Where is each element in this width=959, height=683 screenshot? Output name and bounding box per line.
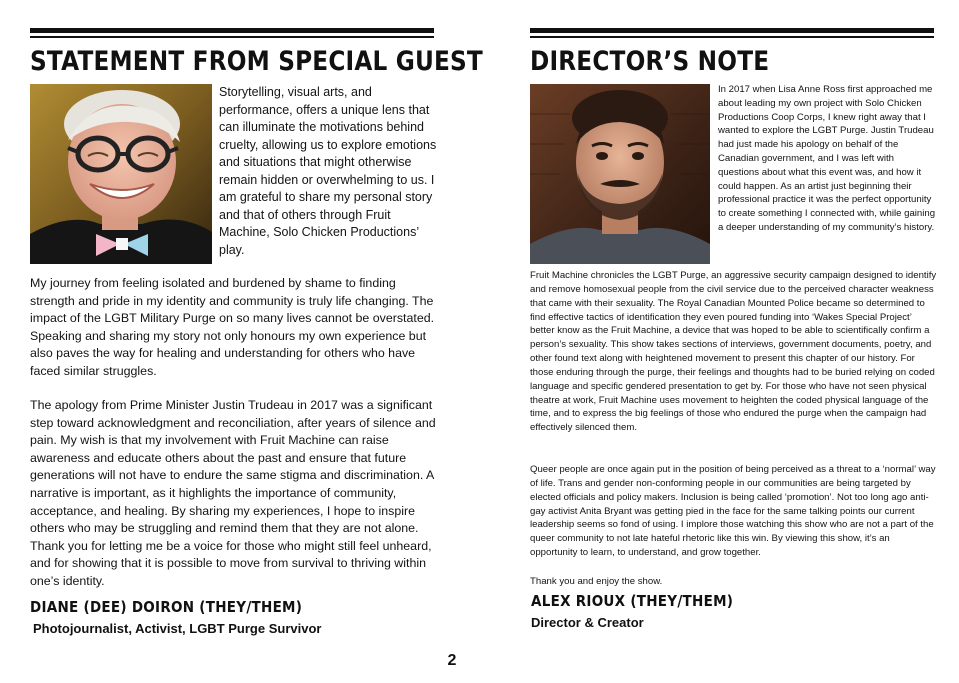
director-paragraph-3: Thank you and enjoy the show. (530, 576, 663, 587)
director-paragraph-1: Fruit Machine chronicles the LGBT Purge, an aggressive security campaign designed to identify and remove homosexual people from the civil service due to the perceived character weakness that came with their sexuality. The Royal Canadian Mounted Police became so determined to find effective tactics of identification they even poured funding into ‘Wakes Special Project’ better know as the Fruit Machine, a device that was hoped to be able to scientifically confirm a person’s sexuality. This show takes sections of interviews, government documents, poetry, and other found text along with heightened movement to present this chapter of our history. For those enduring through the purge, their feelings and thoughts had to be buried relying on coded language and specific gendered presentation to get by. For those who have not seen physical theatre at work, Fruit Machine uses movement to heighten the coded physical language of the time, and to express the big feelings of those who endured the purge when the campaign had effectively silenced them. (530, 270, 937, 434)
director-signature-role: Director & Creator (531, 615, 644, 630)
section-title-director: DIRECTOR’S NOTE (530, 46, 770, 77)
guest-paragraph-1: My journey from feeling isolated and burdened by shame to finding strength and pride in my identity and community is truly life changing. The impact of the LGBT Military Purge on so many lives cannot be overstated. Speaking and sharing my story not only honours my own experience but also paves the way for healing and understanding for others who have faced similar struggles. (30, 276, 435, 378)
top-rule-thick (530, 28, 934, 33)
page-number: 2 (447, 652, 457, 669)
guest-paragraph-2: The apology from Prime Minister Justin Trudeau in 2017 was a significant step toward acknowledgment and reconciliation, after years of silence and pain. My wish is that my involvement with Fruit Machine can raise awareness and educate others about the past and ensure that future generations will not have to endure the same stigma and discrimination. A narrative is important, as it highlights the importance of community, acceptance, and healing. By sharing my experiences, I hope to inspire others who may be struggling and remind them that they are not alone. Thank you for letting me be a voice for those who might still feel unheard, and for showing that it is possible to move from survival to thriving within one’s identity. (30, 398, 436, 588)
top-rule-thin (30, 36, 434, 38)
director-intro-text: In 2017 when Lisa Anne Ross first approached me about leading my own project with Solo Chicken Productions Coop Corps, I knew right away that I wanted to explore the LGBT Purge. Justin Trudeau had just made his apology on behalf of the Canadian government, and I was left with questions about what this event was, and how it could happen. As an artist just beginning their professional practice it was the perfect opportunity to create something I connected with, while gaining a deeper understanding of my community’s history. (718, 84, 936, 233)
left-column (30, 28, 483, 78)
guest-signature-name: DIANE (DEE) DOIRON (THEY/THEM) (30, 598, 303, 616)
top-rule-thick (30, 28, 434, 33)
top-rule-thin (530, 36, 934, 38)
guest-signature-role: Photojournalist, Activist, LGBT Purge Survivor (33, 621, 322, 636)
director-portrait-photo (530, 84, 710, 264)
director-paragraph-2: Queer people are once again put in the position of being perceived as a threat to a ‘normal’ way of life. Trans and gender non-conforming people in our communities are being targeted by elected officials and policy makers. Inclusion is being called ‘promotion’. Not too long ago anti-gay activist Anita Bryant was getting pied in the face for the same talking points our current leadership seems so fond of using. I implore those watching this show who are not a part of the queer community to not late hateful rhetoric like this win. By viewing this show, it’s an opportunity to learn, to understand, and grow together. (530, 464, 936, 559)
right-column (530, 28, 934, 78)
director-signature-name: ALEX RIOUX (THEY/THEM) (531, 592, 734, 610)
guest-intro-text: Storytelling, visual arts, and performance, offers a unique lens that can illuminate the motivations behind cruelty, allowing us to explore emotions and situations that might otherwise remain hidden or overwhelming to us. I am grateful to share my personal story and that of others through Fruit Machine, Solo Chicken Productions’ play. (219, 85, 437, 257)
guest-portrait-photo (30, 84, 212, 264)
section-title-guest: STATEMENT FROM SPECIAL GUEST (30, 46, 483, 77)
